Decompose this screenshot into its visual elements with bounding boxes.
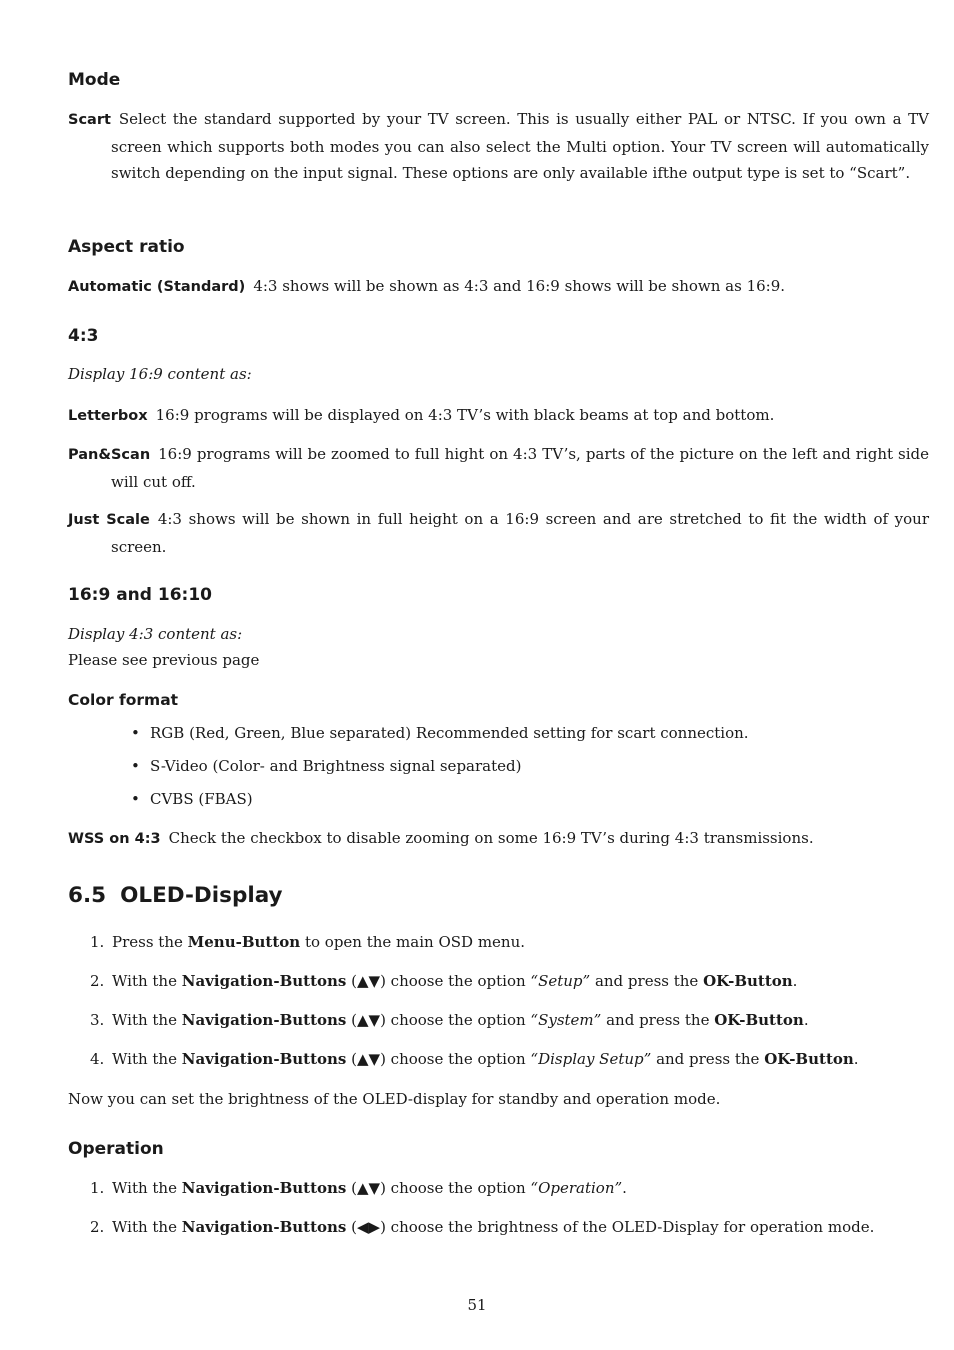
- step-text: and press the: [590, 972, 704, 990]
- step-text: .: [792, 972, 798, 990]
- heading-color-format: Color format: [68, 691, 179, 709]
- step-bold: OK-Button: [714, 1011, 804, 1029]
- step-number: 2.: [90, 1218, 105, 1236]
- term-panscan: Pan&Scan: [68, 447, 151, 463]
- color-format-list: [68, 720, 886, 819]
- term-wss: WSS on 4:3: [68, 831, 161, 847]
- step-bold: OK-Button: [703, 972, 793, 990]
- text-wss: Check the checkbox to disable zooming on some 16:9 TV’s during 4:3 transmissions.: [168, 829, 814, 847]
- list-item: [68, 968, 886, 1007]
- list-item: [68, 1046, 886, 1085]
- desc-automatic: [68, 273, 929, 301]
- step-bold: Navigation-Buttons: [181, 1179, 347, 1197]
- step-number: 1.: [90, 1179, 105, 1197]
- list-item: [68, 1214, 886, 1253]
- step-option: “Display Setup”: [530, 1050, 652, 1068]
- term-scart: Scart: [68, 112, 111, 128]
- heading-mode: Mode: [68, 70, 121, 90]
- term-letterbox: Letterbox: [68, 408, 148, 424]
- text-letterbox: 16:9 programs will be displayed on 4:3 TV’s with black beams at top and bottom.: [155, 406, 775, 424]
- step-text: .: [803, 1011, 809, 1029]
- step-bold: Menu-Button: [187, 933, 301, 951]
- list-item: [68, 929, 886, 968]
- text-automatic: 4:3 shows will be shown as 4:3 and 16:9 shows will be shown as 16:9.: [253, 277, 786, 295]
- step-text: (▲▼) choose the option: [346, 1011, 531, 1029]
- operation-steps: [68, 1175, 886, 1253]
- list-item: • CVBS (FBAS): [68, 786, 886, 819]
- text-panscan: 16:9 programs will be zoomed to full hight on 4:3 TV’s, parts of the picture on the left and right side will cut off.: [111, 445, 929, 491]
- step-text: With the: [112, 972, 182, 990]
- oled-steps: [68, 929, 886, 1085]
- heading-4-3: 4:3: [68, 326, 99, 346]
- term-automatic: Automatic (Standard): [68, 279, 246, 295]
- step-option: “Setup”: [530, 972, 591, 990]
- step-text: With the: [112, 1179, 182, 1197]
- step-option: “System”: [530, 1011, 602, 1029]
- step-text: and press the: [651, 1050, 765, 1068]
- step-number: 1.: [90, 933, 105, 951]
- step-bold: Navigation-Buttons: [181, 1011, 347, 1029]
- step-text: (◀▶) choose the brightness of the OLED-Display for operation mode.: [346, 1218, 875, 1236]
- heading-16-9: 16:9 and 16:10: [68, 585, 212, 605]
- desc-letterbox: [68, 402, 929, 430]
- step-text: With the: [112, 1050, 182, 1068]
- text-scart: Select the standard supported by your TV screen. This is usually either PAL or NTSC. If you own a TV screen which supports both modes you can also select the Multi option. Your TV screen will automatically switch depending on the input signal. These options are only available ifthe output type is set to “Scart”.: [111, 110, 929, 182]
- list-item: [68, 1007, 886, 1046]
- step-bold: Navigation-Buttons: [181, 1218, 347, 1236]
- step-text: to open the main OSD menu.: [300, 933, 526, 951]
- desc-wss: [68, 825, 929, 853]
- step-number: 2.: [90, 972, 105, 990]
- step-text: (▲▼) choose the option: [346, 1050, 531, 1068]
- step-bold: Navigation-Buttons: [181, 972, 347, 990]
- step-text: and press the: [601, 1011, 715, 1029]
- heading-aspect-ratio: Aspect ratio: [68, 237, 185, 257]
- section-title-oled: [68, 883, 283, 908]
- list-item: • S-Video (Color- and Brightness signal separated): [68, 753, 886, 786]
- intro-4-3: Display 16:9 content as:: [68, 365, 252, 383]
- term-just-scale: Just Scale: [68, 512, 150, 528]
- note-16-9: Please see previous page: [68, 651, 260, 669]
- intro-16-9: Display 4:3 content as:: [68, 625, 243, 643]
- step-text: (▲▼) choose the option: [346, 1179, 531, 1197]
- heading-operation: Operation: [68, 1139, 164, 1159]
- desc-just-scale: [68, 506, 929, 560]
- oled-after-text: Now you can set the brightness of the OLED-display for standby and operation mode.: [68, 1090, 721, 1108]
- desc-scart: [68, 106, 929, 187]
- step-text: With the: [112, 1218, 182, 1236]
- step-text: With the: [112, 1011, 182, 1029]
- list-item: • RGB (Red, Green, Blue separated) Recommended setting for scart connection.: [68, 720, 886, 753]
- page-number: 51: [467, 1296, 487, 1314]
- step-bold: OK-Button: [764, 1050, 854, 1068]
- step-text: .: [622, 1179, 627, 1197]
- step-text: .: [853, 1050, 859, 1068]
- text-just-scale: 4:3 shows will be shown in full height on a 16:9 screen and are stretched to fit the width of your screen.: [111, 510, 929, 556]
- desc-panscan: [68, 441, 929, 495]
- step-option: “Operation”: [530, 1179, 623, 1197]
- list-item: [68, 1175, 886, 1214]
- section-title: OLED-Display: [120, 883, 283, 908]
- step-bold: Navigation-Buttons: [181, 1050, 347, 1068]
- step-number: 4.: [90, 1050, 105, 1068]
- section-number: 6.5: [68, 883, 107, 908]
- step-number: 3.: [90, 1011, 105, 1029]
- step-text: Press the: [112, 933, 188, 951]
- step-text: (▲▼) choose the option: [346, 972, 531, 990]
